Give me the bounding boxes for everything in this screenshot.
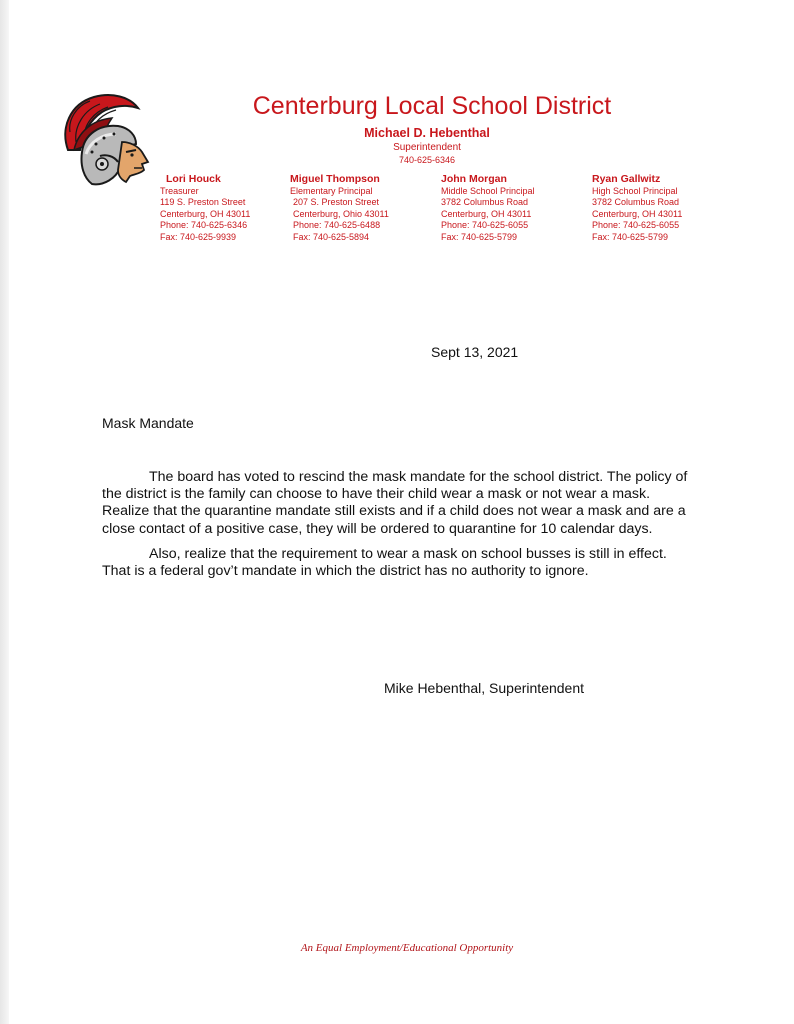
footer-tagline: An Equal Employment/Educational Opportunity [300, 942, 514, 954]
staff-phone: Phone: 740-625-6488 [293, 220, 381, 231]
staff-city: Centerburg, OH 43011 [441, 208, 532, 219]
staff-title: Elementary Principal [290, 186, 373, 196]
district-name: Centerburg Local School District [252, 92, 612, 120]
staff-phone: Phone: 740-625-6346 [160, 220, 248, 231]
staff-name: Lori Houck [166, 173, 221, 185]
staff-title: Treasurer [160, 186, 199, 196]
superintendent-phone: 740-625-6346 [398, 155, 456, 165]
staff-street: 3782 Columbus Road [441, 197, 529, 208]
staff-elementary-principal [290, 173, 389, 243]
staff-name: Miguel Thompson [290, 173, 380, 185]
staff-street: 3782 Columbus Road [592, 197, 680, 208]
staff-high-school-principal [592, 173, 682, 243]
staff-name: John Morgan [441, 173, 507, 185]
letter-subject: Mask Mandate [102, 415, 194, 431]
staff-city: Centerburg, Ohio 43011 [293, 208, 389, 219]
staff-city: Centerburg, OH 43011 [592, 208, 683, 219]
letter-signature: Mike Hebenthal, Superintendent [384, 680, 585, 696]
staff-name: Ryan Gallwitz [592, 173, 661, 185]
superintendent-name: Michael D. Hebenthal [364, 126, 490, 140]
letter-body [102, 469, 696, 588]
staff-fax: Fax: 740-625-5799 [441, 231, 518, 242]
body-paragraph: Also, realize that the requirement to wear a mask on school busses is still in effect. That is a federal gov’t mandate in which the district has no authority to ignore. [102, 545, 667, 580]
staff-fax: Fax: 740-625-9939 [160, 231, 237, 242]
staff-fax: Fax: 740-625-5894 [293, 231, 370, 242]
staff-title: Middle School Principal [441, 186, 535, 196]
staff-middle-school-principal [441, 173, 535, 243]
staff-phone: Phone: 740-625-6055 [592, 220, 680, 231]
staff-treasurer [160, 173, 250, 243]
staff-title: High School Principal [592, 186, 678, 196]
page-edge-shadow [0, 0, 9, 1024]
staff-fax: Fax: 740-625-5799 [592, 231, 669, 242]
staff-street: 119 S. Preston Street [160, 197, 246, 208]
staff-city: Centerburg, OH 43011 [160, 208, 251, 219]
letter-date: Sept 13, 2021 [431, 344, 519, 360]
staff-street: 207 S. Preston Street [293, 197, 380, 208]
superintendent-title: Superintendent [393, 142, 461, 153]
staff-phone: Phone: 740-625-6055 [441, 220, 529, 231]
body-paragraph: The board has voted to rescind the mask mandate for the school district. The policy of the district is the family can choose to have their child wear a mask or not wear a mask. Realize that the quarantine mandate still exists and if a child does not wear a mask and are a close contact of a positive case, they will be ordered to quarantine for 10 calendar days. [102, 469, 688, 537]
